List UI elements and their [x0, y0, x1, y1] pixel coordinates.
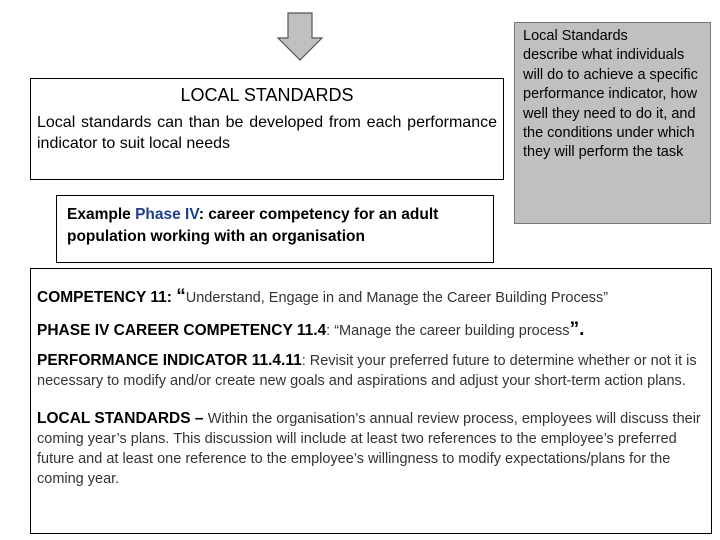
example-box: [56, 195, 494, 263]
phase-label: PHASE IV CAREER COMPETENCY 11.4: [37, 322, 327, 339]
competency-paragraph: [37, 287, 705, 308]
local-standards-example-text: Within the organisation’s annual review process, employees will discuss their coming year’s plans. This discussion will include at least two references to the employee’s preferred future and at least one reference to the employee’s willingness to modify expectations/plans for the coming year.: [37, 411, 701, 487]
local-standards-text: Local standards can than be developed from each performance indicator to suit local needs: [37, 114, 497, 152]
example-phase: Phase IV: [135, 206, 199, 223]
definition-note-title: Local Standards: [523, 28, 628, 44]
example-description: : career competency for an adult population working with an organisation: [67, 206, 439, 245]
definition-note-text: describe what individuals will do to achieve a specific performance indicator, how well they need to do it, and the conditions under which they will perform the task: [523, 47, 698, 161]
performance-indicator-text: : Revisit your preferred future to determine whether or not it is necessary to modify and/or create new goals and aspirations and adjust your short-term action plans.: [37, 353, 697, 389]
phase-paragraph: [37, 320, 705, 341]
local-standards-title: LOCAL STANDARDS: [180, 85, 354, 105]
local-standards-paragraph: [37, 409, 705, 489]
performance-indicator-paragraph: [37, 351, 705, 391]
local-standards-box: [30, 78, 504, 180]
competency-open-quote: “: [176, 286, 186, 307]
competency-label: COMPETENCY 11:: [37, 289, 177, 306]
definition-note: [514, 22, 711, 224]
phase-text: : “Manage the career building process: [326, 323, 570, 339]
example-lead: Example: [67, 206, 136, 223]
competency-text: Understand, Engage in and Manage the Career Building Process”: [185, 290, 609, 306]
competency-details-box: [30, 268, 712, 534]
performance-indicator-label: PERFORMANCE INDICATOR 11.4.11: [37, 352, 302, 369]
down-arrow-icon: [276, 12, 324, 62]
local-standards-label: LOCAL STANDARDS –: [37, 410, 208, 427]
phase-close-quote: ”.: [569, 319, 585, 340]
